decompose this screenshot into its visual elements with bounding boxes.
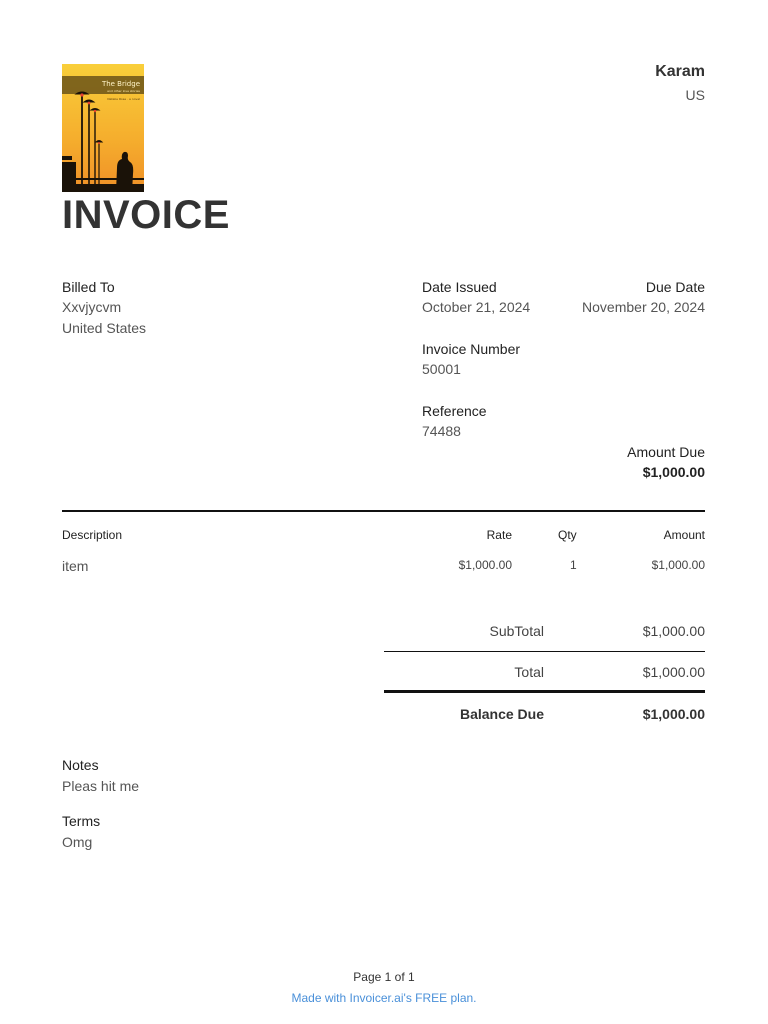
reference-value: 74488 [422, 423, 461, 439]
subtotal-rule [384, 651, 705, 652]
sender-name: Karam [655, 63, 705, 80]
reference-label: Reference [422, 403, 487, 419]
subtotal-label: SubTotal [489, 623, 544, 639]
terms-label: Terms [62, 813, 101, 829]
total-value: $1,000.00 [642, 664, 705, 680]
header-description: Description [62, 528, 123, 542]
due-date-label: Due Date [645, 279, 705, 295]
total-rule [384, 690, 705, 693]
balance-due-label: Balance Due [459, 706, 544, 722]
row-amount: $1,000.00 [651, 558, 705, 572]
header-qty: Qty [558, 528, 577, 542]
billed-to-country: United States [62, 320, 147, 336]
amount-due-value: $1,000.00 [642, 464, 705, 480]
row-rate: $1,000.00 [458, 558, 512, 572]
due-date-value: November 20, 2024 [582, 299, 705, 315]
billed-to-name: Xxvjycvm [62, 299, 122, 315]
balance-due-value: $1,000.00 [642, 706, 705, 722]
row-description: item [62, 558, 89, 574]
notes-label: Notes [62, 757, 99, 773]
cover-author: Natalie Rose · a novel [107, 97, 140, 101]
book-cover-image [62, 64, 144, 192]
date-issued-value: October 21, 2024 [422, 299, 531, 315]
made-with-link[interactable]: Made with Invoicer.ai's FREE plan. [291, 991, 477, 1005]
header-amount: Amount [663, 528, 705, 542]
billed-to-label: Billed To [62, 279, 115, 295]
date-issued-label: Date Issued [422, 279, 497, 295]
amount-due-label: Amount Due [627, 444, 705, 460]
row-qty: 1 [570, 558, 577, 572]
sender-country: US [685, 87, 705, 103]
invoice-number-label: Invoice Number [422, 341, 521, 357]
cover-subtitle: and other love stories [107, 89, 140, 93]
total-label: Total [514, 664, 544, 680]
company-logo [62, 64, 144, 192]
page-number: Page 1 of 1 [353, 970, 415, 984]
cover-title: The Bridge [101, 80, 140, 88]
notes-value: Pleas hit me [62, 778, 140, 794]
invoice-number-value: 50001 [422, 361, 461, 377]
table-top-rule [62, 510, 705, 512]
terms-value: Omg [62, 834, 93, 850]
invoice-title: INVOICE [62, 193, 230, 237]
subtotal-value: $1,000.00 [642, 623, 705, 639]
header-rate: Rate [486, 528, 512, 542]
